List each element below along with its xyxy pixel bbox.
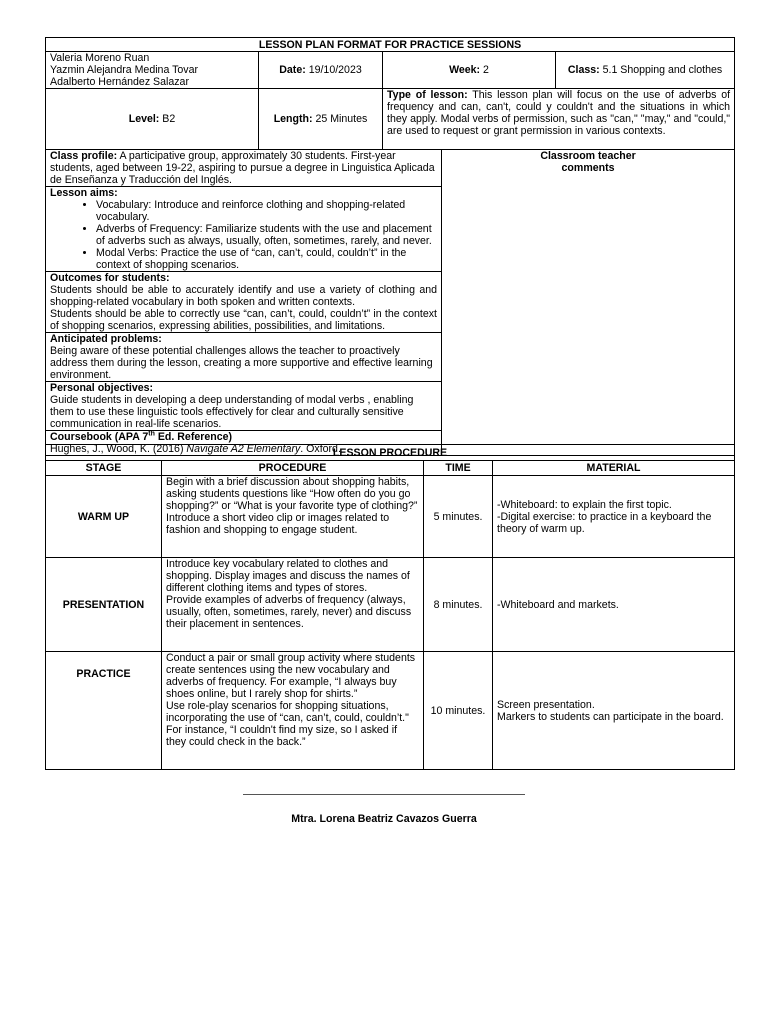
personal-objectives-cell	[46, 382, 442, 431]
signature-name: Mtra. Lorena Beatriz Cavazos Guerra	[291, 813, 477, 825]
stage-cell: WARM UP	[46, 476, 162, 558]
procedure-cell: Begin with a brief discussion about shopping habits, asking students questions like “How often do you go shopping?” or “What is your favorite type of clothing?” Introduce a short video clip or images related to fashion and shopping to engage student.	[162, 476, 424, 558]
stage-cell: PRACTICE	[46, 652, 162, 770]
material-cell: -Whiteboard: to explain the first topic. -Digital exercise: to practice in a keyboard the theory of warm up.	[493, 476, 735, 558]
type-of-lesson-cell	[383, 89, 735, 150]
table-row	[46, 652, 735, 770]
lesson-aims-cell	[46, 187, 442, 272]
type-of-lesson-text: This lesson plan will focus on the use of adverbs of frequency and can, can't, could y couldn't and the situations in which they apply. Modal verbs of permission, such as "can," "may," and "could," are used to request or grant permission in various contexts.	[387, 89, 731, 137]
lesson-plan-table	[45, 37, 735, 456]
time-header: TIME	[424, 461, 493, 476]
class-cell	[556, 52, 735, 89]
teacher-comments-cell	[442, 150, 735, 456]
personal-objectives-label: Personal objectives:	[50, 382, 154, 394]
date-cell	[259, 52, 383, 89]
coursebook-reference: Hughes, J., Wood, K. (2016) Navigate A2 Elementary. Oxford.	[50, 443, 341, 455]
material-cell: -Whiteboard and markets.	[493, 558, 735, 652]
teacher-comments-label: Classroom teacher comments	[540, 150, 636, 174]
outcomes-text: Students should be able to correctly use “can, can’t, could, couldn’t” in the context of shopping scenarios, expressing abilities, possibilities, and limitations.	[50, 308, 437, 332]
procedure-cell: Introduce key vocabulary related to clothes and shopping. Display images and discuss the names of different clothing items and types of stores. Provide examples of adverbs of frequency (always, usually, often, sometimes, rarely, never) and discuss their placement in sentences.	[162, 558, 424, 652]
table-row	[46, 558, 735, 652]
lesson-aim-item: • Vocabulary: Introduce and reinforce clothing and shopping-related vocabulary.	[96, 199, 437, 223]
authors-cell	[46, 52, 259, 89]
date-value: 19/10/2023	[308, 64, 362, 76]
anticipated-problems-text: Being aware of these potential challenges allows the teacher to proactively address them during the lesson, creating a more supportive and effective learning environment.	[50, 345, 433, 381]
class-profile-label: Class profile:	[50, 150, 118, 162]
level-cell	[46, 89, 259, 150]
lesson-procedure-table	[45, 444, 735, 770]
stage-header: STAGE	[46, 461, 162, 476]
signature-line	[243, 794, 525, 795]
personal-objectives-text: Guide students in developing a deep understanding of modal verbs , enabling them to use these linguistic tools effectively for clear and culturally sensitive communication in real-life scenarios.	[50, 394, 414, 430]
procedure-cell: Conduct a pair or small group activity where students create sentences using the new vocabulary and adverbs of frequency. For example, “I always buy shoes online, but I rarely shop for shirts.” Use role-play scenarios for shopping situations, incorporating the use of “can, can’t, could, couldn’t." For instance, “I couldn't find my size, so I asked if they could check in the back.”	[162, 652, 424, 770]
author-name: Valeria Moreno Ruan	[50, 52, 150, 64]
week-value: 2	[483, 64, 489, 76]
outcomes-text: Students should be able to accurately identify and use a variety of clothing and shopping-related vocabulary in both spoken and written contexts.	[50, 284, 437, 308]
lesson-aim-item: • Modal Verbs: Practice the use of “can, can’t, could, couldn’t” in the context of shopping scenarios.	[96, 247, 437, 271]
class-label: Class:	[567, 64, 600, 76]
time-cell: 10 minutes.	[424, 652, 493, 770]
lesson-aim-item: • Adverbs of Frequency: Familiarize students with the use and placement of adverbs such as always, usually, often, sometimes, rarely, and never.	[96, 223, 437, 247]
outcomes-label: Outcomes for students:	[50, 272, 170, 284]
length-cell	[259, 89, 383, 150]
coursebook-title: Navigate A2 Elementary	[186, 443, 301, 455]
procedure-header: PROCEDURE	[162, 461, 424, 476]
class-value: 5.1 Shopping and clothes	[602, 64, 723, 76]
level-value: B2	[162, 113, 176, 125]
outcomes-cell	[46, 272, 442, 333]
length-label: Length:	[273, 113, 313, 125]
class-profile-text: A participative group, approximately 30 students. First-year students, aged between 19-22, aspiring to pursue a degree in Linguistica Aplicada de Enseñanza y Traducción del Inglés.	[50, 150, 435, 186]
type-of-lesson-label: Type of lesson:	[387, 89, 468, 101]
time-cell: 8 minutes.	[424, 558, 493, 652]
week-label: Week:	[449, 64, 481, 76]
lesson-aims-list	[50, 199, 437, 271]
length-value: 25 Minutes	[315, 113, 368, 125]
stage-cell: PRESENTATION	[46, 558, 162, 652]
material-cell: Screen presentation. Markers to students can participate in the board.	[493, 652, 735, 770]
material-header: MATERIAL	[493, 461, 735, 476]
procedure-title: LESSON PROCEDURE	[46, 445, 735, 461]
class-profile-cell	[46, 150, 442, 187]
time-cell: 5 minutes.	[424, 476, 493, 558]
week-cell	[383, 52, 556, 89]
anticipated-problems-label: Anticipated problems:	[50, 333, 162, 345]
table-row	[46, 476, 735, 558]
lesson-plan-title: LESSON PLAN FORMAT FOR PRACTICE SESSIONS	[46, 38, 735, 52]
anticipated-problems-cell	[46, 333, 442, 382]
author-name: Adalberto Hernández Salazar	[50, 76, 189, 88]
coursebook-label: Coursebook (APA 7th Ed. Reference)	[50, 430, 233, 443]
date-label: Date:	[279, 64, 306, 76]
level-label: Level:	[128, 113, 160, 125]
author-name: Yazmin Alejandra Medina Tovar	[50, 64, 199, 76]
lesson-aims-label: Lesson aims:	[50, 187, 118, 199]
